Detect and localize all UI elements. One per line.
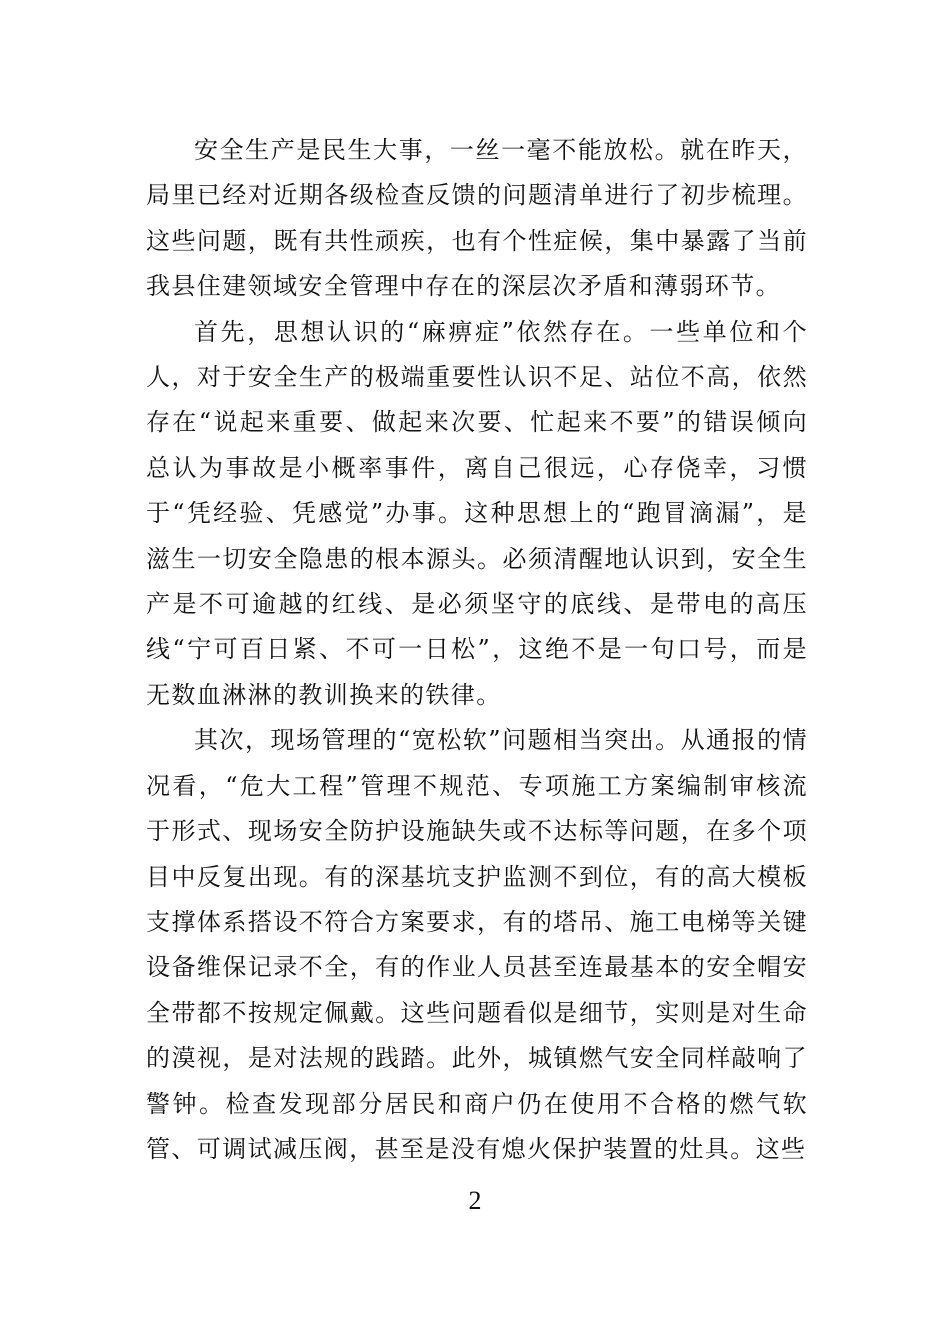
paragraph: 首先，思想认识的“麻痹症”依然存在。一些单位和个人，对于安全生产的极端重要性认识不足、站位不高，依然存在“说起来重要、做起来次要、忙起来不要”的错误倾向总认为事故是小概率事件，离自己很远，心存侥幸，习惯于“凭经验、凭感觉”办事。这种思想上的“跑冒滴漏”，是滋生一切安全隐患的根本源头。必须清醒地认识到，安全生产是不可逾越的红线、是必须坚守的底线、是带电的高压线“宁可百日紧、不可一日松”，这绝不是一句口号，而是无数血淋淋的教训换来的铁律。 (146, 317, 808, 709)
page-number: 2 (468, 1186, 482, 1215)
paragraph: 其次，现场管理的“宽松软”问题相当突出。从通报的情况看，“危大工程”管理不规范、专项施工方案编制审核流于形式、现场安全防护设施缺失或不达标等问题，在多个项目中反复出现。有的深基坑支护监测不到位，有的高大模板支撑体系搭设不符合方案要求，有的塔吊、施工电梯等关键设备维保记录不全，有的作业人员甚至连最基本的安全帽安全带都不按规定佩戴。这些问题看似是细节，实则是对生命的漠视，是对法规的践踏。此外，城镇燃气安全同样敲响了警钟。检查发现部分居民和商户仍在使用不合格的燃气软管、可调试减压阀，甚至是没有熄火保护装置的灶具。这些 (146, 726, 808, 1163)
paragraph: 安全生产是民生大事，一丝一毫不能放松。就在昨天，局里已经对近期各级检查反馈的问题清单进行了初步梳理。这些问题，既有共性顽疾，也有个性症候，集中暴露了当前我县住建领域安全管理中存在的深层次矛盾和薄弱环节。 (146, 136, 808, 301)
body-text (146, 128, 808, 1172)
